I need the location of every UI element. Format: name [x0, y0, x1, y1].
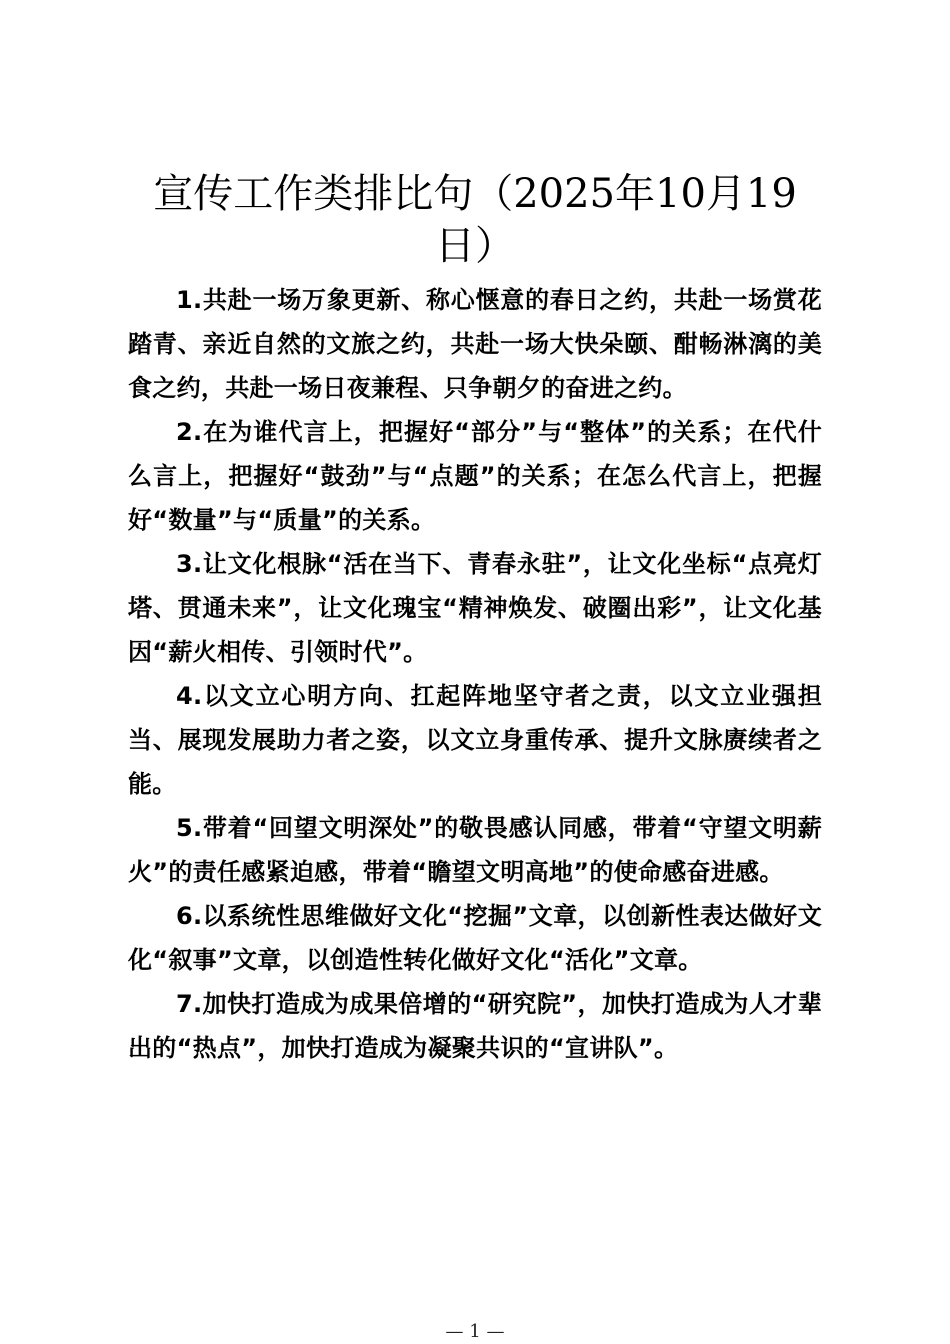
paragraph-1: 1.共赴一场万象更新、称心惬意的春日之约，共赴一场赏花踏青、亲近自然的文旅之约，共赴一场大快朵颐、酣畅淋漓的美食之约，共赴一场日夜兼程、只争朝夕的奋进之约。	[128, 286, 822, 402]
paragraph-2: 2.在为谁代言上，把握好“部分”与“整体”的关系；在代什么言上，把握好“鼓劲”与“点题”的关系；在怎么代言上，把握好“数量”与“质量”的关系。	[128, 418, 822, 534]
page-number: — 1 —	[445, 1321, 505, 1342]
paragraph-7: 7.加快打造成为成果倍增的“研究院”，加快打造成为人才辈出的“热点”，加快打造成为凝聚共识的“宣讲队”。	[128, 990, 822, 1062]
paragraph-6: 6.以系统性思维做好文化“挖掘”文章，以创新性表达做好文化“叙事”文章，以创造性转化做好文化“活化”文章。	[128, 902, 822, 974]
paragraph-5: 5.带着“回望文明深处”的敬畏感认同感，带着“守望文明薪火”的责任感紧迫感，带着“瞻望文明高地”的使命感奋进感。	[128, 814, 822, 886]
paragraph-3: 3.让文化根脉“活在当下、青春永驻”，让文化坐标“点亮灯塔、贯通未来”，让文化瑰宝“精神焕发、破圈出彩”，让文化基因“薪火相传、引领时代”。	[128, 550, 822, 666]
document-body	[128, 278, 822, 1070]
paragraph-4: 4.以文立心明方向、扛起阵地坚守者之责，以文立业强担当、展现发展助力者之姿，以文立身重传承、提升文脉赓续者之能。	[128, 682, 822, 798]
document-title: 宣传工作类排比句（2025年10月19日）	[153, 171, 797, 269]
